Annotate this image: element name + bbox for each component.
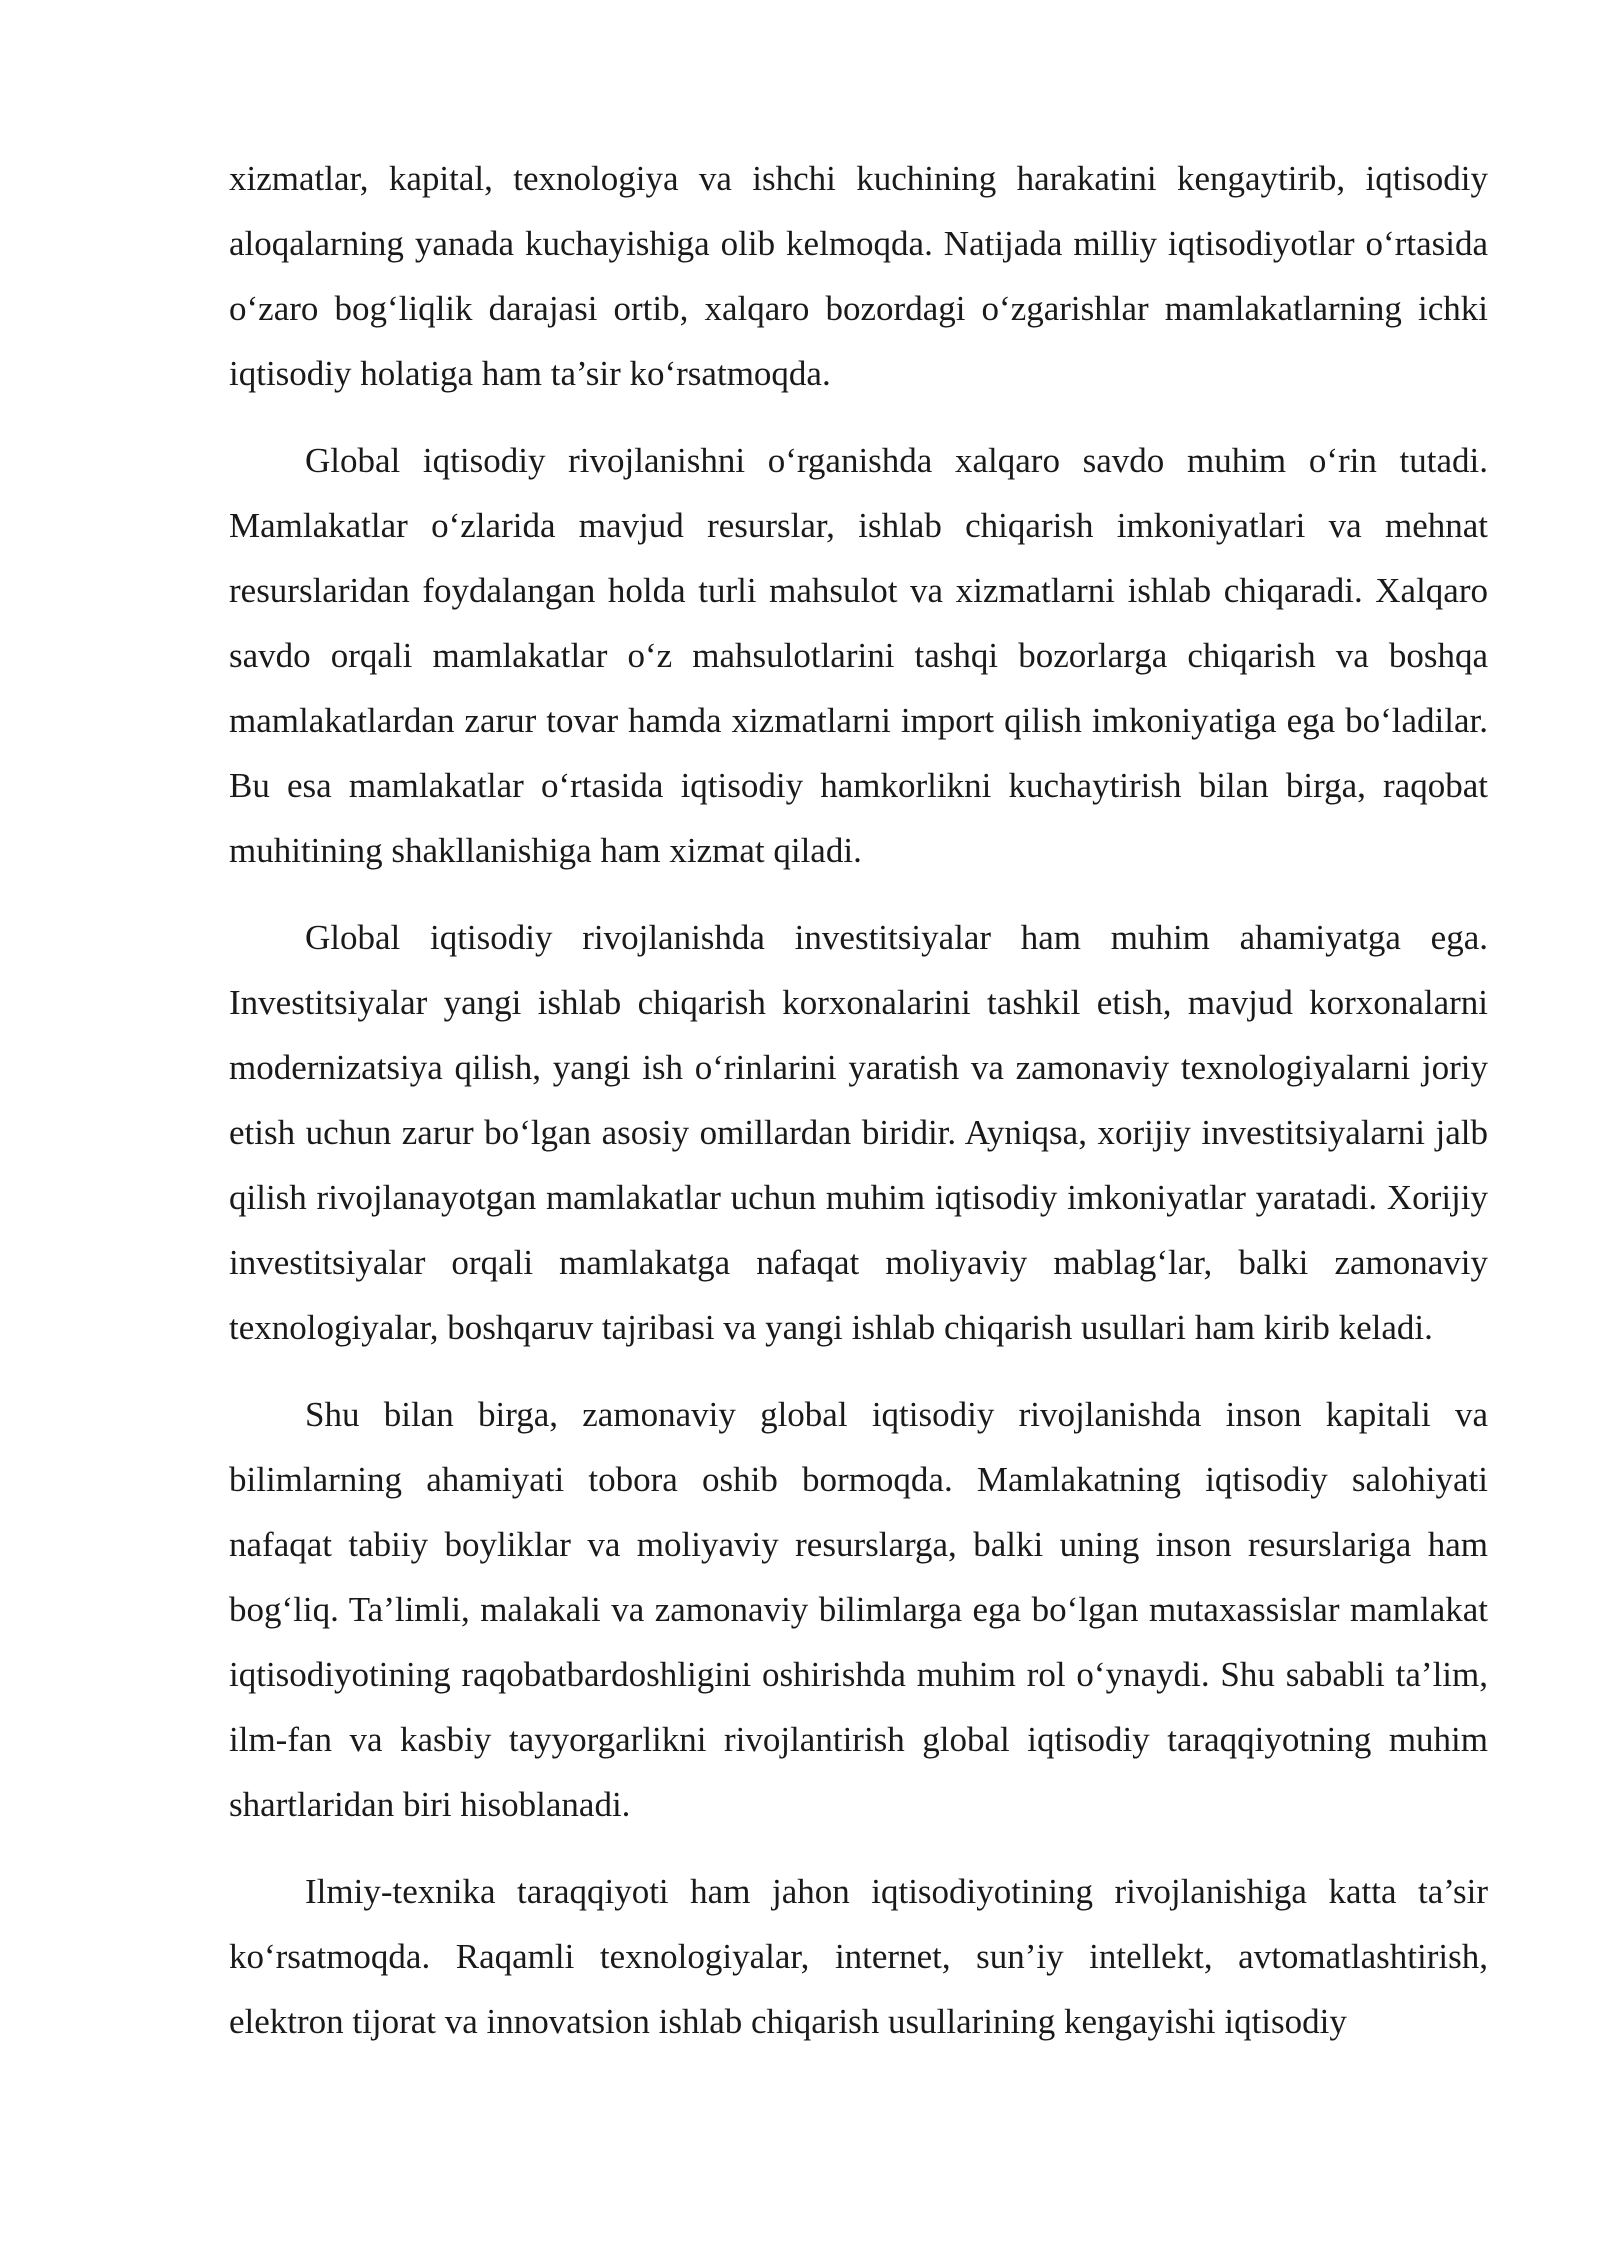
paragraph-human-capital: Shu bilan birga, zamonaviy global iqtisodiy rivojlanishda inson kapitali va bilimlarning ahamiyati tobora oshib bormoqda. Mamlakatning iqtisodiy salohiyati nafaqat tabiiy boyliklar va moliyaviy resurslarga, balki uning inson resurslariga ham bog‘liq. Ta’limli, malakali va zamonaviy bilimlarga ega bo‘lgan mutaxassislar mamlakat iqtisodiyotining raqobatbardoshligini oshirishda muhim rol o‘ynaydi. Shu sababli ta’lim, ilm-fan va kasbiy tayyorgarlikni rivojlantirish global iqtisodiy taraqqiyotning muhim shartlaridan biri hisoblanadi.	[229, 1395, 1488, 1824]
paragraph-investments: Global iqtisodiy rivojlanishda investitsiyalar ham muhim ahamiyatga ega. Investitsiyalar yangi ishlab chiqarish korxonalarini tashkil etish, mavjud korxonalarni modernizatsiya qilish, yangi ish o‘rinlarini yaratish va zamonaviy texnologiyalarni joriy etish uchun zarur bo‘lgan asosiy omillardan biridir. Ayniqsa, xorijiy investitsiyalarni jalb qilish rivojlanayotgan mamlakatlar uchun muhim iqtisodiy imkoniyatlar yaratadi. Xorijiy investitsiyalar orqali mamlakatga nafaqat moliyaviy mablag‘lar, balki zamonaviy texnologiyalar, boshqaruv tajribasi va yangi ishlab chiqarish usullari ham kirib keladi.	[229, 918, 1488, 1347]
paragraph-continuation: xizmatlar, kapital, texnologiya va ishchi kuchining harakatini kengaytirib, iqtisodiy aloqalarning yanada kuchayishiga olib kelmoqda. Natijada milliy iqtisodiyotlar o‘rtasida o‘zaro bog‘liqlik darajasi ortib, xalqaro bozordagi o‘zgarishlar mamlakatlarning ichki iqtisodiy holatiga ham ta’sir ko‘rsatmoqda.	[229, 159, 1488, 393]
paragraph-technology-progress: Ilmiy-texnika taraqqiyoti ham jahon iqtisodiyotining rivojlanishiga katta ta’sir ko‘rsatmoqda. Raqamli texnologiyalar, internet, sun’iy intellekt, avtomatlashtirish, elektron tijorat va innovatsion ishlab chiqarish usullarining kengayishi iqtisodiy	[229, 1872, 1488, 2041]
paragraph-international-trade: Global iqtisodiy rivojlanishni o‘rganishda xalqaro savdo muhim o‘rin tutadi. Mamlakatlar o‘zlarida mavjud resurslar, ishlab chiqarish imkoniyatlari va mehnat resurslaridan foydalangan holda turli mahsulot va xizmatlarni ishlab chiqaradi. Xalqaro savdo orqali mamlakatlar o‘z mahsulotlarini tashqi bozorlarga chiqarish va boshqa mamlakatlardan zarur tovar hamda xizmatlarni import qilish imkoniyatiga ega bo‘ladilar. Bu esa mamlakatlar o‘rtasida iqtisodiy hamkorlikni kuchaytirish bilan birga, raqobat muhitining shakllanishiga ham xizmat qiladi.	[229, 441, 1488, 870]
document-page	[229, 146, 1488, 2054]
